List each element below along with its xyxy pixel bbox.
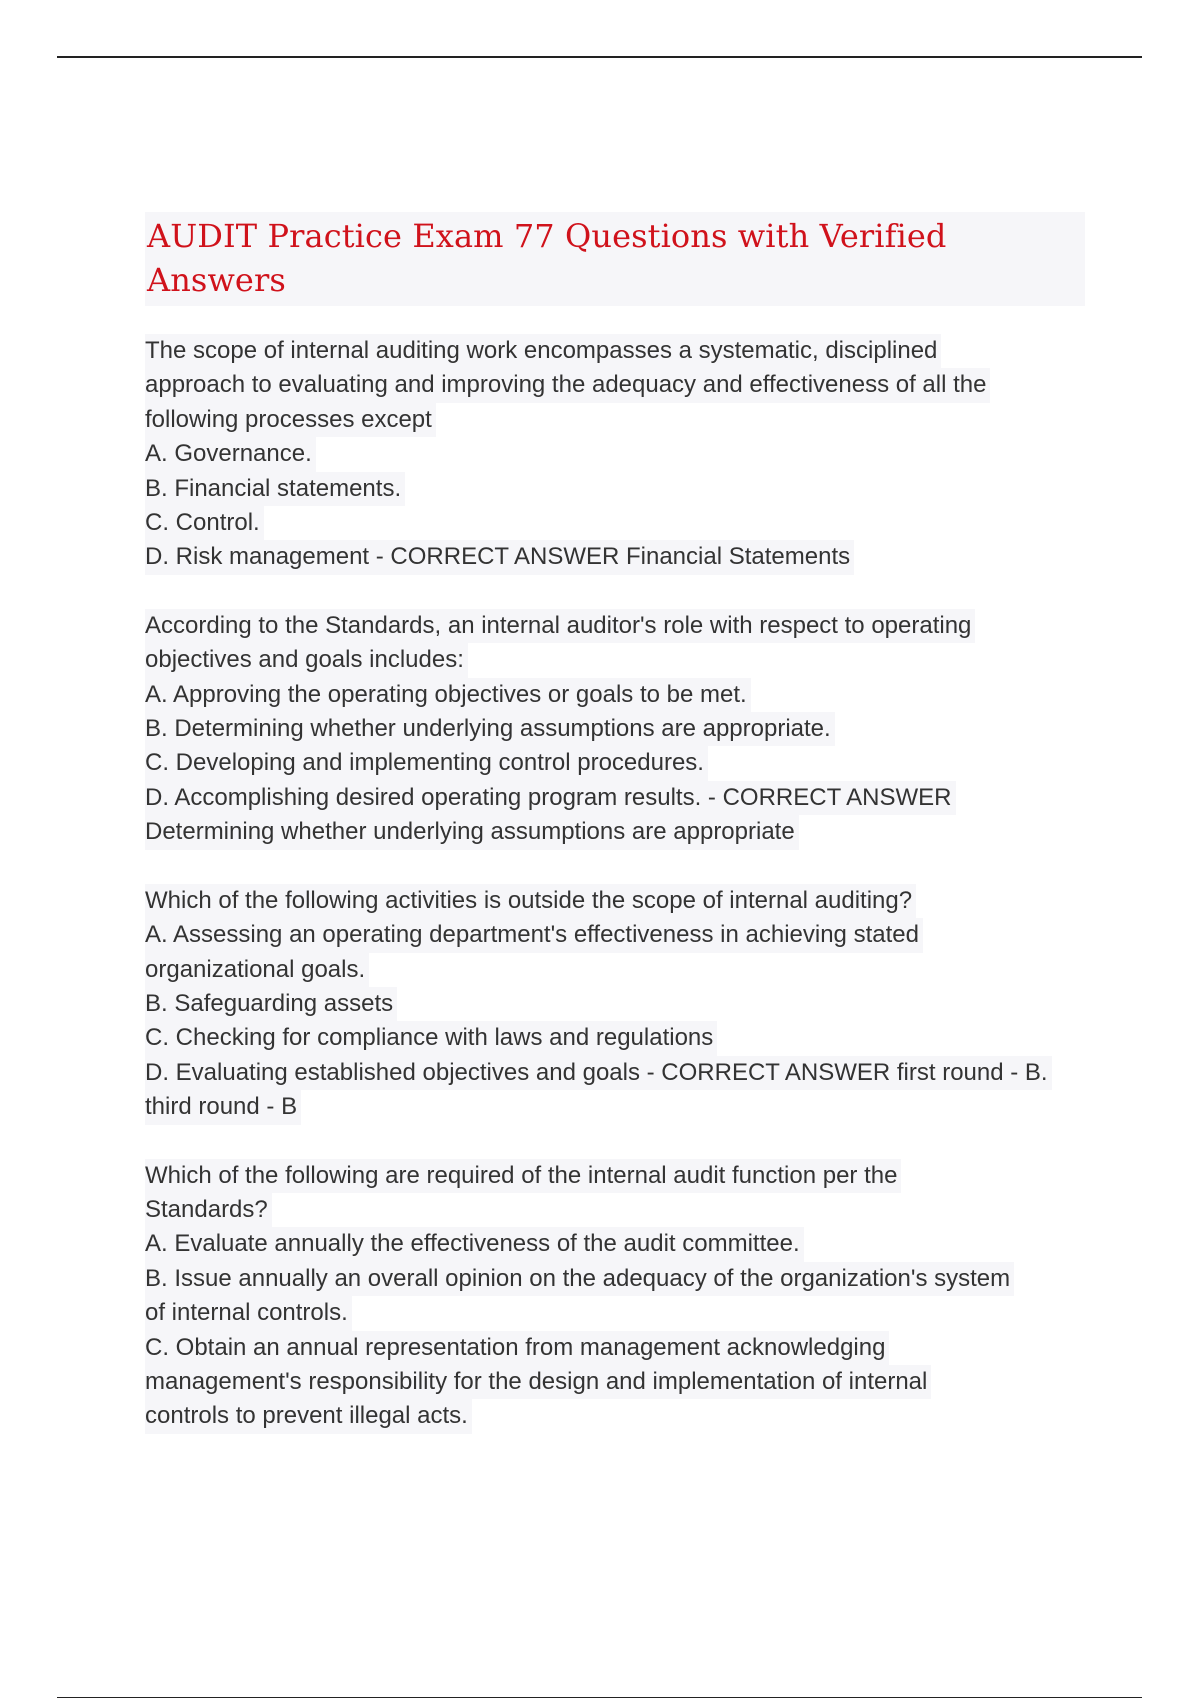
answer-option: C. Obtain an annual representation from management acknowledging [145,1331,889,1365]
answer-option: B. Safeguarding assets [145,987,397,1021]
document-body [145,212,1085,1468]
answer-option: B. Financial statements. [145,472,405,506]
answer-option-continued: organizational goals. [145,953,369,987]
answer-option-with-correct-answer: D. Evaluating established objectives and goals - CORRECT ANSWER first round - B. [145,1056,1052,1090]
answer-option: C. Control. [145,506,264,540]
answer-option-continued: of internal controls. [145,1296,352,1330]
answer-option: C. Checking for compliance with laws and regulations [145,1021,717,1055]
answer-option: C. Developing and implementing control procedures. [145,746,708,780]
document-title: AUDIT Practice Exam 77 Questions with Verified Answers [145,212,1085,306]
footer-rule [57,1697,1142,1698]
answer-option-continued: management's responsibility for the design and implementation of internal [145,1365,931,1399]
question-text-line: Standards? [145,1193,272,1227]
answer-option-continued: controls to prevent illegal acts. [145,1399,472,1433]
answer-option: A. Evaluate annually the effectiveness of the audit committee. [145,1227,804,1261]
question-3 [145,884,1085,1125]
question-2 [145,609,1085,850]
answer-option-with-correct-answer: D. Risk management - CORRECT ANSWER Financial Statements [145,540,854,574]
question-text-line: objectives and goals includes: [145,643,468,677]
question-text-line: Which of the following are required of the internal audit function per the [145,1159,901,1193]
answer-option: B. Determining whether underlying assumptions are appropriate. [145,712,835,746]
question-text-line: According to the Standards, an internal auditor's role with respect to operating [145,609,975,643]
question-text-line: Which of the following activities is outside the scope of internal auditing? [145,884,916,918]
answer-option-with-correct-answer: D. Accomplishing desired operating program results. - CORRECT ANSWER [145,781,956,815]
correct-answer-text: third round - B [145,1090,301,1124]
question-4 [145,1159,1085,1434]
answer-option: A. Assessing an operating department's effectiveness in achieving stated [145,918,923,952]
answer-option: A. Governance. [145,437,316,471]
question-text-line: The scope of internal auditing work encompasses a systematic, disciplined [145,334,941,368]
question-1 [145,334,1085,575]
correct-answer-text: Determining whether underlying assumptions are appropriate [145,815,799,849]
question-text-line: following processes except [145,403,436,437]
question-text-line: approach to evaluating and improving the adequacy and effectiveness of all the [145,368,990,402]
header-rule [57,56,1142,58]
answer-option: B. Issue annually an overall opinion on the adequacy of the organization's system [145,1262,1014,1296]
answer-option: A. Approving the operating objectives or goals to be met. [145,678,751,712]
